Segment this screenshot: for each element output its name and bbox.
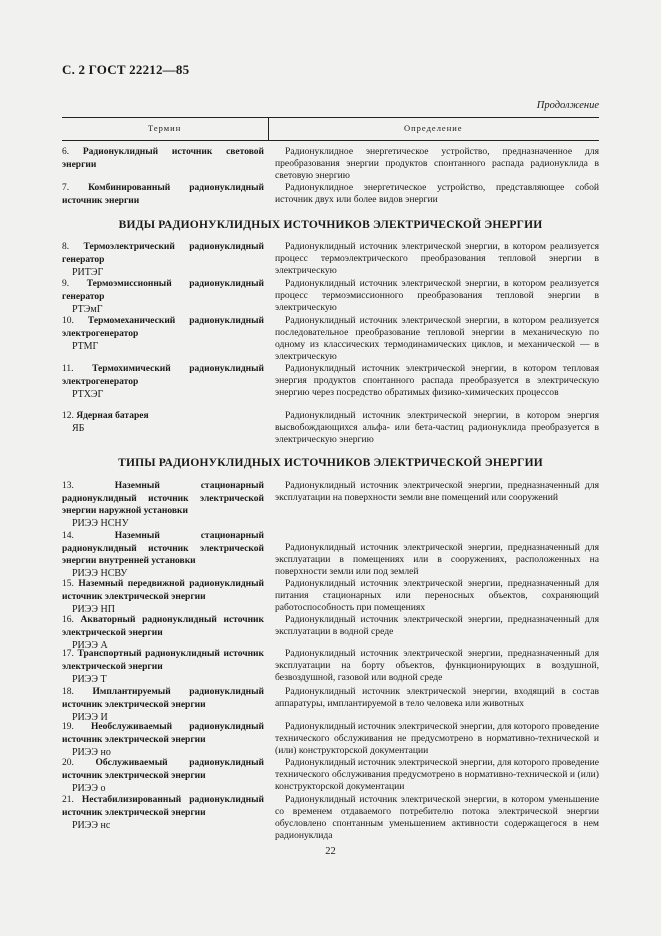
term-number: 21. bbox=[62, 795, 74, 805]
term-name: Нестабилизированный радионуклидный источник электрической энергии bbox=[62, 795, 264, 818]
term-abbreviation: РИЭЭ нс bbox=[72, 819, 111, 831]
column-header-definition: Определение bbox=[404, 123, 463, 133]
term-abbreviation: РИЭЭ но bbox=[72, 746, 111, 758]
term-abbreviation: РИЭЭ И bbox=[72, 711, 108, 723]
term-number: 9. bbox=[62, 279, 70, 289]
definition-cell: Радионуклидный источник электрической энергии, в котором реализуется последовательное преобразование тепловой энергии в механическую по одному из классических термодинамических циклов, и механической — в электрическую bbox=[275, 315, 599, 362]
continuation-label: Продолжение bbox=[536, 100, 599, 111]
term-number: 17. bbox=[62, 649, 74, 659]
term-cell bbox=[62, 686, 264, 724]
term-name: Ядерная батарея bbox=[76, 411, 149, 421]
term-name: Термоэлектрический радионуклидный генератор bbox=[62, 242, 264, 265]
page-number: 22 bbox=[325, 846, 336, 857]
term-name: Акваторный радионуклидный источник электрической энергии bbox=[62, 615, 264, 638]
term-number: 20. bbox=[62, 758, 74, 768]
table-top-rule bbox=[62, 117, 599, 118]
term-abbreviation: РТЭмГ bbox=[72, 303, 103, 315]
definition-cell: Радионуклидный источник электрической энергии, предназначенный для эксплуатации в помещениях или в сооружениях, расположенных на поверхности земли или под землей bbox=[275, 542, 599, 577]
definition-cell: Радионуклидный источник электрической энергии, предназначенный для эксплуатации на поверхности земли вне помещений или сооружений bbox=[275, 480, 599, 503]
term-number: 8. bbox=[62, 242, 70, 252]
term-number: 11. bbox=[62, 364, 74, 374]
term-name: Транспортный радионуклидный источник электрической энергии bbox=[62, 649, 265, 672]
term-cell bbox=[62, 648, 264, 686]
column-header-term: Термин bbox=[148, 123, 182, 133]
definition-cell: Радионуклидное энергетическое устройство, предназначенное для преобразования энергии продуктов спонтанного распада радионуклида в световую энергию bbox=[275, 146, 599, 181]
term-name: Наземный стационарный радионуклидный источник электрической энергии внутренней установки bbox=[62, 531, 265, 567]
term-cell bbox=[62, 794, 264, 832]
term-name: Обслуживаемый радионуклидный источник электрической энергии bbox=[62, 758, 264, 781]
definition-cell: Радионуклидный источник электрической энергии, для которого проведение технического обслуживания предусмотрено в нормативно-технической и (или) конструкторской документации bbox=[275, 757, 599, 792]
section-heading: ТИПЫ РАДИОНУКЛИДНЫХ ИСТОЧНИКОВ ЭЛЕКТРИЧЕСКОЙ ЭНЕРГИИ bbox=[118, 457, 543, 469]
term-cell bbox=[62, 315, 264, 353]
term-cell bbox=[62, 363, 264, 401]
definition-cell: Радионуклидный источник электрической энергии, для которого проведение технического обслуживания не предусмотрено в нормативно-технической и (или) конструкторской документации bbox=[275, 721, 599, 756]
term-number: 12. bbox=[62, 411, 74, 421]
definition-cell: Радионуклидный источник электрической энергии, предназначенный для эксплуатации в водной среде bbox=[275, 614, 599, 637]
definition-cell: Радионуклидный источник электрической энергии, в котором реализуется процесс термоэлектрического преобразования тепловой энергии в электрическую bbox=[275, 241, 599, 276]
definition-cell: Радионуклидный источник электрической энергии, предназначенный для эксплуатации на борту объектов, функционирующих в воздушной, безвоздушной, газовой или водной среде bbox=[275, 648, 599, 683]
term-number: 15. bbox=[62, 579, 74, 589]
term-number: 7. bbox=[62, 183, 70, 193]
term-number: 14. bbox=[62, 531, 74, 541]
term-abbreviation: РИЭЭ НСНУ bbox=[72, 518, 129, 530]
term-cell bbox=[62, 410, 264, 436]
term-number: 16. bbox=[62, 615, 74, 625]
term-name: Радионуклидный источник световой энергии bbox=[62, 147, 264, 170]
definition-cell: Радионуклидный источник электрической энергии, в котором реализуется процесс термоэмиссионного преобразования тепловой энергии в электрическую bbox=[275, 278, 599, 313]
term-name: Наземный стационарный радионуклидный источник электрической энергии наружной установки bbox=[62, 481, 265, 517]
definition-cell: Радионуклидное энергетическое устройство, представляющее собой источник двух или более видов энергии bbox=[275, 182, 599, 205]
term-cell bbox=[62, 278, 264, 316]
term-cell bbox=[62, 614, 264, 652]
term-number: 19. bbox=[62, 722, 74, 732]
term-number: 18. bbox=[62, 687, 74, 697]
term-number: 10. bbox=[62, 316, 74, 326]
term-name: Комбинированный радионуклидный источник энергии bbox=[62, 183, 264, 206]
definition-cell: Радионуклидный источник электрической энергии, в котором уменьшение со временем отдаваемого потребителю потока электрической энергии обусловлено спонтанным уменьшением активности содержащегося в нем радионуклида bbox=[275, 794, 599, 841]
term-name: Необслуживаемый радионуклидный источник электрической энергии bbox=[62, 722, 264, 745]
term-number: 6. bbox=[62, 147, 70, 157]
term-cell bbox=[62, 146, 264, 171]
term-cell bbox=[62, 182, 264, 207]
table-header-rule bbox=[62, 140, 599, 141]
term-abbreviation: РИЭЭ о bbox=[72, 782, 106, 794]
definition-cell: Радионуклидный источник электрической энергии, в котором тепловая энергия продуктов спонтанного распада преобразуется в электрическую энергию через посредство обратимых физико-химических процессов bbox=[275, 363, 599, 398]
term-abbreviation: РИЭЭ А bbox=[72, 639, 108, 651]
document-header: С. 2 ГОСТ 22212—85 bbox=[62, 62, 190, 77]
term-name: Термохимический радионуклидный электрогенератор bbox=[62, 364, 265, 387]
term-name: Термомеханический радионуклидный электрогенератор bbox=[62, 316, 264, 339]
term-abbreviation: ЯБ bbox=[72, 423, 85, 435]
term-cell bbox=[62, 530, 264, 581]
term-name: Имплантируемый радионуклидный источник электрической энергии bbox=[62, 687, 264, 710]
term-name: Наземный передвижной радионуклидный источник электрической энергии bbox=[62, 579, 264, 602]
term-cell bbox=[62, 241, 264, 279]
term-abbreviation: РИЭЭ НСВУ bbox=[72, 568, 128, 580]
table-column-divider bbox=[268, 118, 269, 140]
definition-cell: Радионуклидный источник электрической энергии, в котором энергия высвобождающихся альфа- или бета-частиц радионуклида преобразуется в электрическую энергию bbox=[275, 410, 599, 445]
term-cell bbox=[62, 721, 264, 759]
definition-cell: Радионуклидный источник электрической энергии, предназначенный для питания стационарных или переносных объектов, сохраняющий работоспособность при помещениях bbox=[275, 578, 599, 613]
section-heading: ВИДЫ РАДИОНУКЛИДНЫХ ИСТОЧНИКОВ ЭЛЕКТРИЧЕСКОЙ ЭНЕРГИИ bbox=[118, 219, 543, 231]
term-abbreviation: РИЭЭ Т bbox=[72, 673, 107, 685]
term-abbreviation: РТМГ bbox=[72, 340, 99, 352]
term-number: 13. bbox=[62, 481, 74, 491]
term-cell bbox=[62, 578, 264, 616]
term-abbreviation: РИЭЭ НП bbox=[72, 603, 115, 615]
term-abbreviation: РТХЭГ bbox=[72, 388, 104, 400]
term-cell bbox=[62, 757, 264, 795]
term-abbreviation: РИТЭГ bbox=[72, 266, 104, 278]
term-name: Термоэмиссионный радионуклидный генератор bbox=[62, 279, 264, 302]
term-cell bbox=[62, 480, 264, 531]
definition-cell: Радионуклидный источник электрической энергии, входящий в состав аппаратуры, имплантируемой в тело человека или животных bbox=[275, 686, 599, 709]
